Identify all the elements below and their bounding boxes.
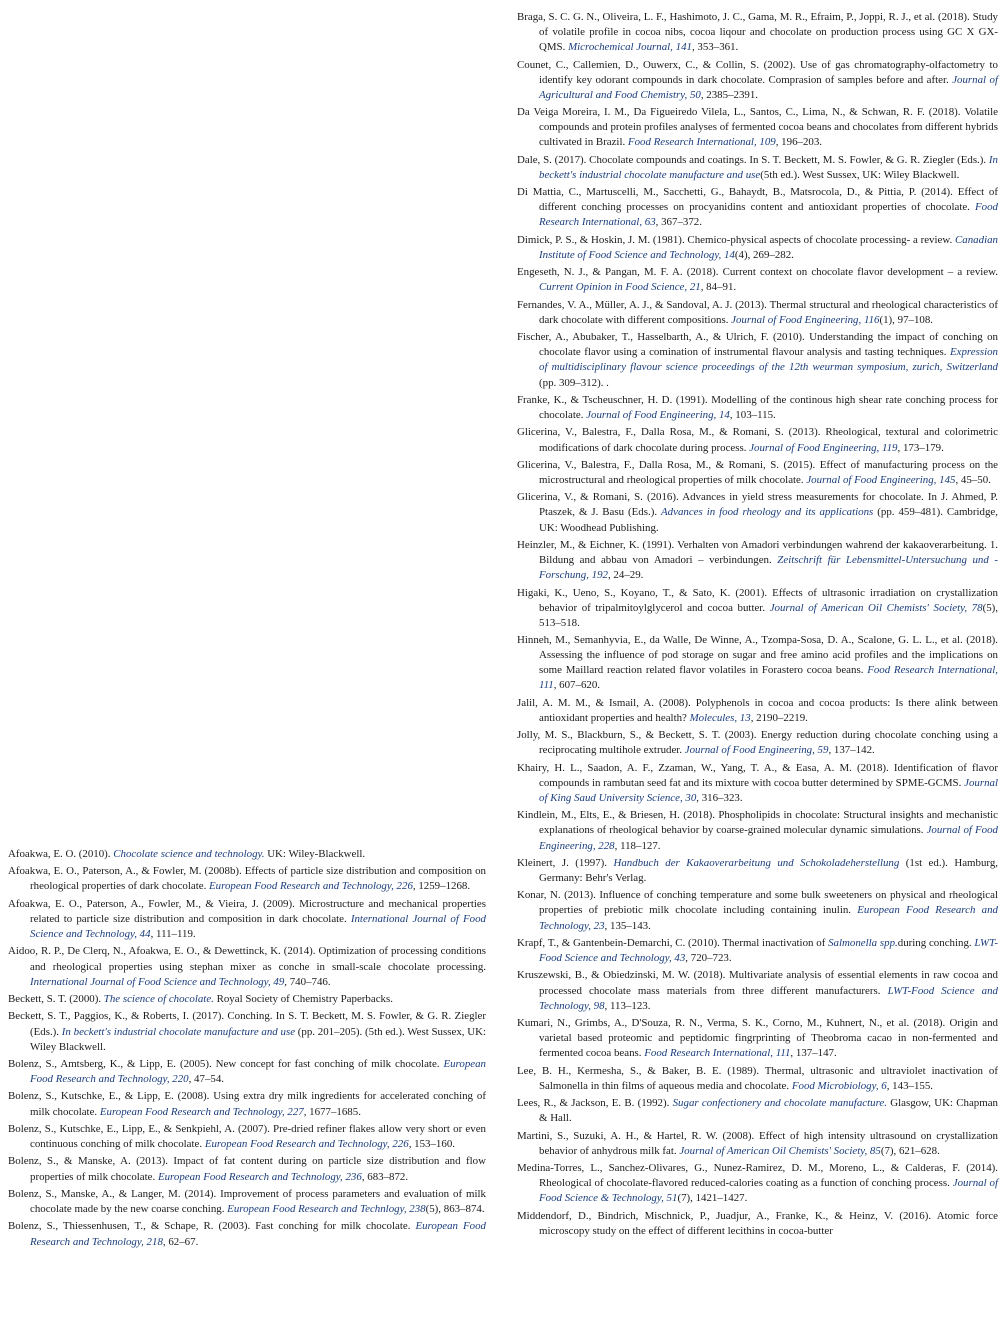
reference-authors-title: Konar, N. (2013). Influence of conching temperature and some bulk sweeteners on physical and rheological properties of prebiotic milk chocolate including containing inulin. — [517, 889, 998, 917]
reference-source: European Food Research and Technology, 226 — [204, 1138, 409, 1151]
reference-pages: , 45–50. — [955, 473, 991, 486]
reference-entry — [8, 992, 486, 1007]
reference-source: Journal of Food Engineering, 119 — [749, 441, 898, 454]
reference-source: European Food Research and Technology, 226 — [209, 880, 413, 893]
reference-source: Journal of American Oil Chemists' Society, 78 — [769, 601, 983, 614]
reference-entry — [517, 1064, 998, 1094]
reference-authors-title: Aidoo, R. P., De Clerq, N., Afoakwa, E. O., & Dewettinck, K. (2014). Optimization of processing conditions and rheological properties using stephan mixer as conche in small-scale chocolate processing. — [8, 945, 486, 973]
reference-authors-title: Afoakwa, E. O. (2010). — [8, 848, 114, 860]
reference-entry — [8, 1057, 486, 1087]
reference-source: Food Research International, 111 — [539, 664, 999, 692]
reference-pages: (5), 513–518. — [539, 601, 998, 629]
reference-entry — [8, 1122, 486, 1152]
reference-pages: (1st ed.). Hamburg, Germany: Behr's Verlag. — [539, 856, 998, 884]
reference-authors-title: Khairy, H. L., Saadon, A. F., Zzaman, W., Yang, T. A., & Easa, A. M. (2018). Identification of flavor compounds in rambutan seed fat and its mixture with cocoa butter determined by SPME-GCMS. — [517, 761, 998, 789]
reference-authors-title: Middendorf, D., Bindrich, Mischnick, P., Juadjur, A., Franke, K., & Heinz, V. (2016). Atomic force microscopy study on the effect of different lecithins in cocoa-butter — [517, 1209, 998, 1237]
reference-entry — [517, 458, 998, 488]
reference-pages: Glasgow, UK: Chapman & Hall. — [539, 1097, 998, 1125]
reference-entry — [517, 1096, 998, 1126]
reference-source: LWT- Food Science and Technology, 43 — [539, 936, 998, 965]
reference-source: Food Research International, 63 — [539, 201, 998, 229]
reference-pages: , 47–54. — [188, 1073, 225, 1086]
reference-authors-title: Counet, C., Callemien, D., Ouwerx, C., & Collin, S. (2002). Use of gas chromatography-olfactometry to identify key odorant compounds in dark chocolate. Comprasion of samples before and after. — [517, 58, 998, 86]
reference-authors-title: Lees, R., & Jackson, E. B. (1992). — [517, 1097, 673, 1110]
reference-authors-title: Bolenz, S., & Manske, A. (2013). Impact of fat content during on particle size distribution and flow properties of milk chocolate. — [8, 1155, 486, 1183]
reference-authors-title: Kumari, N., Grimbs, A., D'Souza, R. N., Verma, S. K., Corno, M., Kuhnert, N., et al. (2018). Origin and varietal based proteomic and peptidomic fingrprinting of Theobroma cacao in non-fermented and fermented cocoa beans. — [517, 1017, 998, 1060]
reference-entry — [8, 1089, 486, 1119]
reference-authors-title: Afoakwa, E. O., Paterson, A., Fowler, M., & Vieira, J. (2009). Microstructure and mechanical properties related to particle size distribution and composition in dark chocolate. — [8, 897, 486, 925]
reference-entry — [8, 864, 486, 894]
reference-source: Current Opinion in Food Science, 21 — [539, 281, 701, 294]
reference-authors-title: Bolenz, S., Kutschke, E., Lipp, E., & Senkpiehl, A. (2007). Pre-dried refiner flakes allow very short or even continuous conching of milk chocolate. — [8, 1122, 486, 1151]
reference-source: Handbuch der Kakaoverarbeitung und Schokoladeherstellung — [613, 856, 900, 869]
reference-entry — [517, 393, 998, 423]
reference-source: Journal of Food Engineering, 14 — [586, 409, 730, 422]
reference-pages: , 740–746. — [284, 975, 331, 988]
reference-source: European Food Research and Technlogy, 238 — [227, 1203, 426, 1216]
reference-pages: , 113–123. — [604, 999, 651, 1012]
reference-source: Zeitschrift für Lebensmittel-Untersuchung und -Forschung, 192 — [539, 554, 998, 582]
reference-authors-title: Lee, B. H., Kermesha, S., & Baker, B. E. (1989). Thermal, ultrasonic and ultraviolet inactivation of Salmonella in thin films of aqueous media and chocolate. — [517, 1064, 998, 1092]
reference-pages: , 2385–2391. — [700, 88, 759, 101]
reference-authors-title: Glicerina, V., & Romani, S. (2016). Advances in yield stress measurements for chocolate. In J. Ahmed, P. Ptaszek, & J. Basu (Eds.). — [517, 491, 998, 519]
reference-source: Journal of Food Engineering, 228 — [539, 824, 998, 852]
reference-source: Food Microbiology, 6 — [791, 1079, 887, 1092]
reference-pages: , 316–323. — [696, 791, 743, 804]
reference-entry — [517, 1129, 998, 1159]
reference-pages: UK: Wiley-Blackwell. — [264, 848, 366, 860]
reference-authors-title: Kindlein, M., Elts, E., & Briesen, H. (2018). Phospholipids in chocolate: Structural insights and mechanistic explanations of rheological behavior by coarse-grained molecular dynamic simulations. — [517, 809, 998, 837]
reference-source: In beckett's industrial chocolate manufacture and use — [61, 1025, 296, 1038]
reference-source: Journal of Food Engineering, 116 — [731, 313, 880, 326]
reference-entry — [517, 856, 998, 886]
reference-pages: Royal Society of Chemistry Paperbacks. — [213, 993, 393, 1006]
reference-entry — [517, 538, 998, 583]
reference-pages: , 111–119. — [150, 928, 196, 941]
reference-entry — [517, 728, 998, 758]
reference-pages: , 62–67. — [162, 1235, 199, 1248]
reference-authors-title: Bolenz, S., Kutschke, E., & Lipp, E. (2008). Using extra dry milk ingredients for accelerated conching of milk chocolate. — [8, 1090, 486, 1118]
reference-entry — [8, 897, 486, 942]
reference-authors-title: Hinneh, M., Semanhyvia, E., da Walle, De Winne, A., Tzompa-Sosa, D. A., Scalone, G. L. L., et al. (2018). Assessing the influence of pod storage on sugar and free amino acid profiles and the implications on some Maillard reaction related flavor volatiles in Forastero cocoa beans. — [517, 634, 998, 677]
reference-entry — [8, 1187, 486, 1217]
reference-entry — [8, 847, 486, 862]
reference-authors-title: Beckett, S. T., Paggios, K., & Roberts, I. (2017). Conching. In S. T. Beckett, M. S. Fowler, & G. R. Ziegler (Eds.). — [8, 1010, 486, 1038]
reference-entry — [517, 265, 998, 295]
reference-authors-title: Fischer, A., Abubaker, T., Hasselbarth, A., & Ulrich, F. (2010). Understanding the impact of conching on chocolate flavor using a comination of instrumental flavour analysis and tasting techniques. — [517, 331, 998, 359]
reference-pages: (pp. 201–205). (5th ed.). West Sussex, UK: Wiley Blackwell. — [30, 1025, 486, 1053]
reference-authors-title: Bolenz, S., Amtsberg, K., & Lipp, E. (2005). New concept for fast conching of milk chocolate. — [8, 1058, 444, 1070]
reference-pages: , 103–115. — [729, 409, 776, 422]
reference-pages: , 143–155. — [886, 1079, 934, 1092]
reference-authors-title: Engeseth, N. J., & Pangan, M. F. A. (2018). Current context on chocolate flavor development – a review. — [517, 266, 998, 279]
reference-authors-title: Di Mattia, C., Martuscelli, M., Sacchetti, G., Bahaydt, B., Matsrocola, D., & Pittia, P. (2014). Effect of different conching processes on procyanidins content and antioxidant properties of chocolate. — [517, 186, 998, 214]
reference-authors-title: Krapf, T., & Gantenbein-Demarchi, C. (2010). Thermal inactivation of — [517, 936, 829, 949]
reference-entry — [517, 490, 998, 535]
reference-authors-title: Afoakwa, E. O., Paterson, A., & Fowler, M. (2008b). Effects of particle size distribution and composition on rheological properties of dark chocolate. — [8, 865, 486, 893]
reference-pages: (5), 863–874. — [425, 1203, 485, 1216]
reference-entry — [517, 696, 998, 726]
reference-entry — [517, 761, 998, 806]
reference-authors-title: Jolly, M. S., Blackburn, S., & Beckett, S. T. (2003). Energy reduction during chocolate conching using a reciprocating multihole extruder. — [517, 729, 998, 757]
reference-pages: (5th ed.). West Sussex, UK: Wiley Blackwell. — [760, 168, 960, 181]
reference-entry — [517, 1209, 998, 1239]
reference-source: International Journal of Food Science and Technology, 49 — [30, 975, 285, 988]
reference-entry — [517, 330, 998, 390]
reference-entry — [517, 633, 998, 693]
reference-pages: (4), 269–282. — [734, 248, 794, 261]
reference-pages: during conching. — [897, 936, 975, 949]
reference-pages: , 24–29. — [607, 569, 644, 582]
reference-source: Salmonella spp. — [828, 936, 898, 949]
reference-pages: , 84–91. — [700, 281, 737, 294]
reference-pages: , 1259–1268. — [412, 880, 471, 893]
reference-pages: , 135–143. — [604, 919, 651, 932]
reference-pages: (1), 97–108. — [879, 313, 934, 326]
reference-authors-title: Glicerina, V., Balestra, F., Dalla Rosa, M., & Romani, S. (2013). Rheological, textural and colorimetric modifications of dark chocolate during process. — [517, 426, 998, 454]
reference-source: European Food Research and Technology, 236 — [157, 1170, 362, 1183]
reference-pages: , 196–203. — [775, 136, 823, 149]
reference-pages: , 153–160. — [408, 1138, 455, 1151]
reference-pages: , 137–142. — [828, 744, 875, 757]
reference-source: Chocolate science and technology. — [113, 848, 265, 860]
reference-pages: , 118–127. — [614, 839, 661, 852]
reference-source: The science of chocolate. — [103, 993, 214, 1006]
reference-source: Journal of Food Science & Technology, 51 — [539, 1177, 998, 1205]
reference-entry — [517, 888, 998, 933]
reference-authors-title: Dale, S. (2017). Chocolate compounds and coatings. In S. T. Beckett, M. S. Fowler, & G. R. Ziegler (Eds.). — [517, 153, 989, 166]
reference-source: International Journal of Food Science and Technology, 44 — [30, 912, 487, 941]
reference-entry — [8, 1154, 486, 1184]
reference-entry — [517, 936, 998, 966]
reference-entry — [8, 1219, 486, 1249]
reference-source: In beckett's industrial chocolate manufacture and use — [539, 153, 998, 181]
reference-source: Molecules, 13 — [689, 711, 751, 724]
reference-authors-title: Kleinert, J. (1997). — [517, 856, 614, 869]
reference-pages: , 353–361. — [691, 41, 739, 54]
reference-authors-title: Glicerina, V., Balestra, F., Dalla Rosa, M., & Romani, S. (2015). Effect of manufacturing process on the microstructural and rheological properties of milk chocolate. — [517, 458, 998, 486]
reference-source: Journal of American Oil Chemists' Society, 85 — [679, 1144, 881, 1157]
reference-entry — [517, 968, 998, 1013]
reference-pages: (7), 621–628. — [880, 1144, 940, 1157]
reference-authors-title: Beckett, S. T. (2000). — [8, 993, 104, 1006]
reference-pages: , 137–147. — [790, 1047, 837, 1060]
reference-entry — [517, 1016, 998, 1061]
reference-entry — [517, 153, 998, 183]
reference-authors-title: Dimick, P. S., & Hoskin, J. M. (1981). Chemico-physical aspects of chocolate processing- a review. — [517, 233, 956, 246]
reference-source: Microchemical Journal, 141 — [568, 41, 692, 54]
reference-source: Journal of Food Engineering, 145 — [806, 473, 956, 486]
reference-entry — [517, 298, 998, 328]
reference-entry — [517, 58, 998, 103]
reference-column-left — [8, 847, 486, 1252]
reference-source: Canadian Institute of Food Science and Technology, 14 — [539, 233, 998, 261]
reference-authors-title: Martini, S., Suzuki, A. H., & Hartel, R. W. (2008). Effect of high intensity ultrasound on crystallization behavior of anhydrous milk fat. — [517, 1129, 998, 1157]
reference-pages: , 683–872. — [361, 1170, 409, 1183]
reference-source: European Food Research and Technology, 220 — [30, 1058, 486, 1086]
reference-source: Food Research International, 111 — [644, 1047, 791, 1060]
reference-pages: , 173–179. — [897, 441, 944, 454]
reference-entry — [517, 808, 998, 853]
reference-authors-title: Bolenz, S., Thiessenhusen, T., & Schape, R. (2003). Fast conching for milk chocolate. — [8, 1220, 416, 1233]
reference-pages: (7), 1421–1427. — [677, 1192, 748, 1205]
reference-entry — [517, 233, 998, 263]
reference-authors-title: Franke, K., & Tscheuschner, H. D. (1991). Modelling of the continous high shear rate conching process for chocolate. — [517, 393, 998, 422]
reference-pages: , 1677–1685. — [303, 1105, 361, 1118]
reference-authors-title: Bolenz, S., Manske, A., & Langer, M. (2014). Improvement of process parameters and evaluation of milk chocolate made by the new coarse conching. — [8, 1187, 486, 1216]
reference-authors-title: Medina-Torres, L., Sanchez-Olivares, G., Nunez-Ramirez, D. M., Moreno, L., & Calderas, F. (2014). Rheological of chocolate-flavored reduced-calories coating as a function of conching process. — [517, 1162, 998, 1190]
reference-entry — [517, 425, 998, 455]
reference-entry — [8, 944, 486, 989]
reference-source: European Food Research and Technology, 23 — [539, 904, 999, 932]
reference-source: Food Research International, 109 — [627, 136, 776, 149]
reference-authors-title: Da Veiga Moreira, I. M., Da Figueiredo Vilela, L., Santos, C., Lima, N., & Schwan, R. F. (2018). Volatile compounds and protein profiles analyses of fermented cocoa beans and chocolates from different hybrids cultivated in Brazil. — [517, 106, 998, 149]
reference-authors-title: Kruszewski, B., & Obiedzinski, M. W. (2018). Multivariate analysis of essential elements in raw cocoa and processed chocolate mass materials from three different manufacturers. — [517, 969, 998, 997]
reference-entry — [517, 105, 998, 150]
reference-authors-title: Heinzler, M., & Eichner, K. (1991). Verhalten von Amadori verbindungen wahrend der kakaoverarbeitung. 1. Bildung and abbau von Amadori – verbindungen. — [517, 538, 998, 567]
reference-source: Advances in food rheology and its applications — [661, 506, 874, 519]
reference-source: Expression of multidisciplinary flavour science proceedings of the 12th weurman symposium, zurich, Switzerland — [539, 346, 998, 374]
reference-entry — [517, 1161, 998, 1206]
reference-source: European Food Research and Technology, 218 — [30, 1220, 486, 1248]
reference-column-right — [517, 10, 998, 1241]
reference-source: Journal of Food Engineering, 59 — [684, 744, 829, 757]
reference-pages: , 2190–2219. — [750, 711, 808, 724]
reference-authors-title: Fernandes, V. A., Müller, A. J., & Sandoval, A. J. (2013). Thermal structural and rheological characteristics of dark chocolate with different compositions. — [517, 298, 998, 326]
reference-entry — [517, 10, 998, 55]
reference-authors-title: Higaki, K., Ueno, S., Koyano, T., & Sato, K. (2001). Effects of ultrasonic irradiation on crystallization behavior of tripalmitoylglycerol and cocoa butter. — [517, 586, 998, 614]
reference-authors-title: Braga, S. C. G. N., Oliveira, L. F., Hashimoto, J. C., Gama, M. R., Efraim, P., Joppi, R. J., et al. (2018). Study of volatile profile in cocoa nibs, cocoa liqour and chocolate on production process using GC X GX-QMS. — [517, 11, 998, 54]
reference-authors-title: Jalil, A. M. M., & Ismail, A. (2008). Polyphenols in cocoa and cocoa products: Is there alink between antioxidant properties and health? — [517, 696, 998, 724]
reference-entry — [517, 586, 998, 631]
reference-source: European Food Research and Technology, 227 — [99, 1105, 304, 1118]
reference-pages: (pp. 459–481). Cambridge, UK: Woodhead Publishing. — [539, 506, 998, 534]
reference-entry — [8, 1009, 486, 1054]
reference-pages: , 607–620. — [553, 679, 601, 692]
reference-source: Journal of Agricultural and Food Chemistry, 50 — [539, 73, 999, 101]
reference-pages: , 720–723. — [685, 952, 732, 965]
reference-source: Sugar confectionery and chocolate manufacture. — [672, 1097, 887, 1110]
reference-source: LWT-Food Science and Technology, 98 — [539, 984, 998, 1012]
reference-entry — [517, 185, 998, 230]
reference-pages: (pp. 309–312). . — [539, 376, 609, 389]
reference-pages: , 367–372. — [655, 216, 702, 229]
reference-source: Journal of King Saud University Science, 30 — [539, 776, 998, 804]
